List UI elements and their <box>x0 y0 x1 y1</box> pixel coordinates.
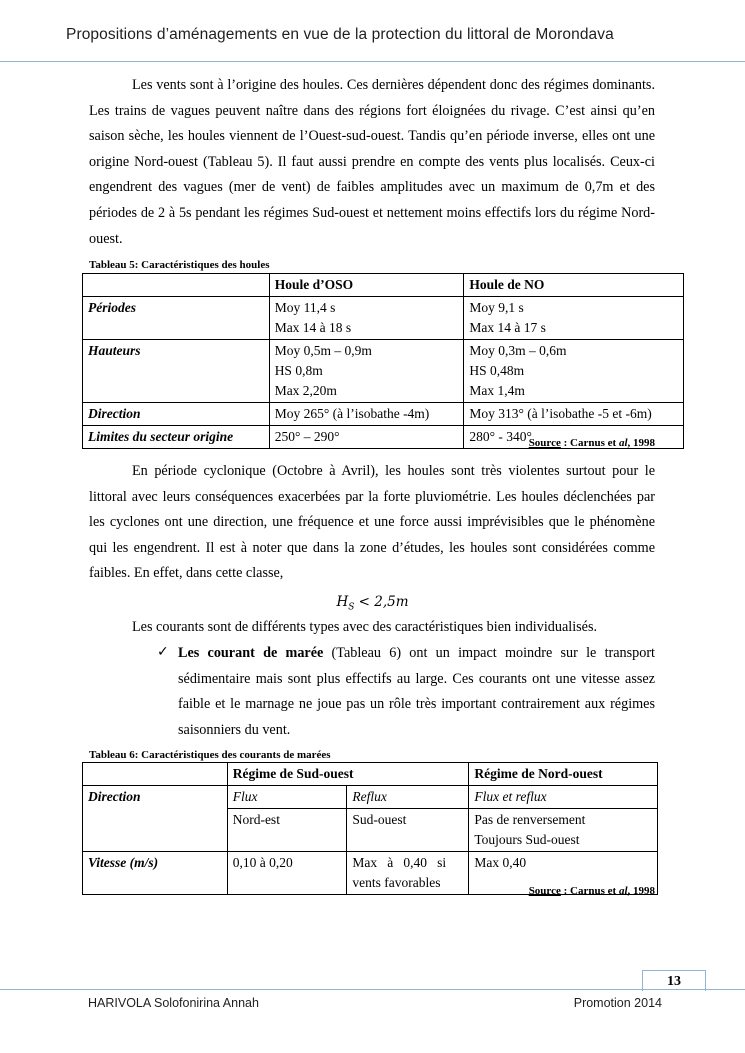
formula-value: < 2,5m <box>354 594 409 610</box>
bullet-bold-term: Les courant de marée <box>178 645 324 661</box>
table5-source <box>529 437 655 449</box>
footer-promotion: Promotion 2014 <box>573 996 662 1010</box>
cell-hauteurs-no <box>464 340 684 403</box>
source-year: , 1998 <box>627 437 655 449</box>
cell-flux: Flux <box>227 786 347 809</box>
cell-line: Moy 11,4 s <box>274 300 336 315</box>
page-number: 13 <box>642 970 706 991</box>
cell-line: Max 14 à 18 s <box>274 320 352 335</box>
cell-line: Moy 0,5m – 0,9m <box>274 343 372 358</box>
table5-row-direction <box>83 403 684 426</box>
cell-line: HS 0,8m <box>274 363 323 378</box>
cell-nord-ouest-direction <box>469 809 658 852</box>
table5-row-periodes <box>83 297 684 340</box>
cell-line: vents favorables <box>352 875 441 890</box>
table5-header-row <box>83 274 684 297</box>
table6-col-nord-ouest: Régime de Nord-ouest <box>469 763 658 786</box>
table5-empty-header <box>83 274 270 297</box>
cell-line: Max 14 à 17 s <box>469 320 546 335</box>
cell-limites-no: 280° - 340° <box>464 426 684 449</box>
cell-limites-oso: 250° – 290° <box>269 426 464 449</box>
row-label-limites: Limites du secteur origine <box>83 426 270 449</box>
table6-source <box>529 885 655 897</box>
cell-hauteurs-oso <box>269 340 464 403</box>
table5 <box>82 273 684 449</box>
paragraph-courants: Les courants sont de différents types avec des caractéristiques bien individualisés. <box>132 619 598 635</box>
source-year: , 1998 <box>627 885 655 897</box>
paragraph-cyclones: En période cyclonique (Octobre à Avril), les houles sont très violentes surtout pour le littoral avec leurs conséquences exacerbées par la forte pluviométrie. Les houles déclenchées par les cyclones ont une direction, une fréquence et une force aussi imprévisibles que le phénomène qui les engendrent. Il est à noter que dans la zone d’études, les houles sont considérées comme faibles. En effet, dans cette classe, <box>89 463 655 582</box>
table5-caption: Tableau 5: Caractéristiques des houles <box>89 259 270 271</box>
source-al: al <box>618 885 628 897</box>
formula-subscript: S <box>348 602 355 613</box>
row-label-periodes: Périodes <box>83 297 270 340</box>
header-rule <box>0 61 745 62</box>
cell-line: Pas de renversement <box>474 812 586 827</box>
checkmark-icon: ✓ <box>157 644 169 660</box>
cell-periodes-no <box>464 297 684 340</box>
table5-col-oso: Houle d’OSO <box>269 274 464 297</box>
formula-hs <box>0 594 745 613</box>
page-header <box>0 0 745 62</box>
row-label-vitesse: Vitesse (m/s) <box>83 852 228 895</box>
paragraph-houles: Les vents sont à l’origine des houles. Ces dernières dépendent donc des régimes dominants. Les trains de vagues peuvent naître dans des régions fort éloignées du rivage. C’est ainsi qu’en saison sèche, les houles viennent de l’Ouest-sud-ouest. Tandis qu’en période inverse, elles ont une origine Nord-ouest (Tableau 5). Il faut aussi prendre en compte des vents plus localisés. Ceux-ci engendrent des vagues (mer de vent) de faibles amplitudes avec un maximum de 0,7m et des périodes de 2 à 5s pendant les régimes Sud-ouest et nettement moins effectifs lors du régime Nord-ouest. <box>89 77 655 247</box>
table6-empty-header <box>83 763 228 786</box>
cell-line: Max à 0,40 si <box>352 855 447 870</box>
table5-row-hauteurs <box>83 340 684 403</box>
bullet-courant-maree <box>178 641 655 743</box>
table6-col-sud-ouest: Régime de Sud-ouest <box>227 763 469 786</box>
source-label: Source <box>528 885 561 897</box>
footer-rule <box>0 989 745 990</box>
cell-flux-reflux: Flux et reflux <box>469 786 658 809</box>
source-al: al <box>618 437 628 449</box>
source-author: : Carnus et <box>560 885 619 897</box>
table6 <box>82 762 658 895</box>
formula-symbol: H <box>336 594 349 610</box>
table6-header-row <box>83 763 658 786</box>
cell-line: Toujours Sud-ouest <box>474 832 580 847</box>
header-title: Propositions d’aménagements en vue de la protection du littoral de Morondava <box>66 26 614 43</box>
table5-col-no: Houle de NO <box>464 274 684 297</box>
cell-line: Max 2,20m <box>274 383 337 398</box>
cell-line: HS 0,48m <box>469 363 525 378</box>
cell-reflux: Reflux <box>347 786 469 809</box>
footer-author: HARIVOLA Solofonirina Annah <box>88 996 259 1010</box>
cell-periodes-oso <box>269 297 464 340</box>
row-label-hauteurs: Hauteurs <box>83 340 270 403</box>
cell-vitesse-flux: 0,10 à 0,20 <box>227 852 347 895</box>
cell-direction-no: Moy 313° (à l’isobathe -5 et -6m) <box>464 403 684 426</box>
cell-line: Moy 9,1 s <box>469 300 524 315</box>
cell-nord-est: Nord-est <box>227 809 347 852</box>
cell-vitesse-reflux <box>347 852 469 895</box>
cell-vitesse-nord-ouest: Max 0,40 <box>469 852 658 895</box>
source-author: : Carnus et <box>560 437 619 449</box>
cell-line: Max 1,4m <box>469 383 525 398</box>
row-label-direction: Direction <box>83 786 228 852</box>
source-label: Source <box>528 437 561 449</box>
cell-line: Moy 0,3m – 0,6m <box>469 343 567 358</box>
cell-direction-oso: Moy 265° (à l’isobathe -4m) <box>269 403 464 426</box>
bullet-description: (Tableau 6) ont un impact moindre sur le transport sédimentaire mais sont plus effectifs au large. Ces courants ont une vitesse assez faible et le marnage ne joue pas un rôle très important contrairement aux régimes saisonniers du vent. <box>178 645 656 738</box>
cell-sud-ouest: Sud-ouest <box>347 809 469 852</box>
table6-row-direction-sub <box>83 786 658 809</box>
table6-caption: Tableau 6: Caractéristiques des courants de marées <box>89 749 331 761</box>
row-label-direction: Direction <box>83 403 270 426</box>
